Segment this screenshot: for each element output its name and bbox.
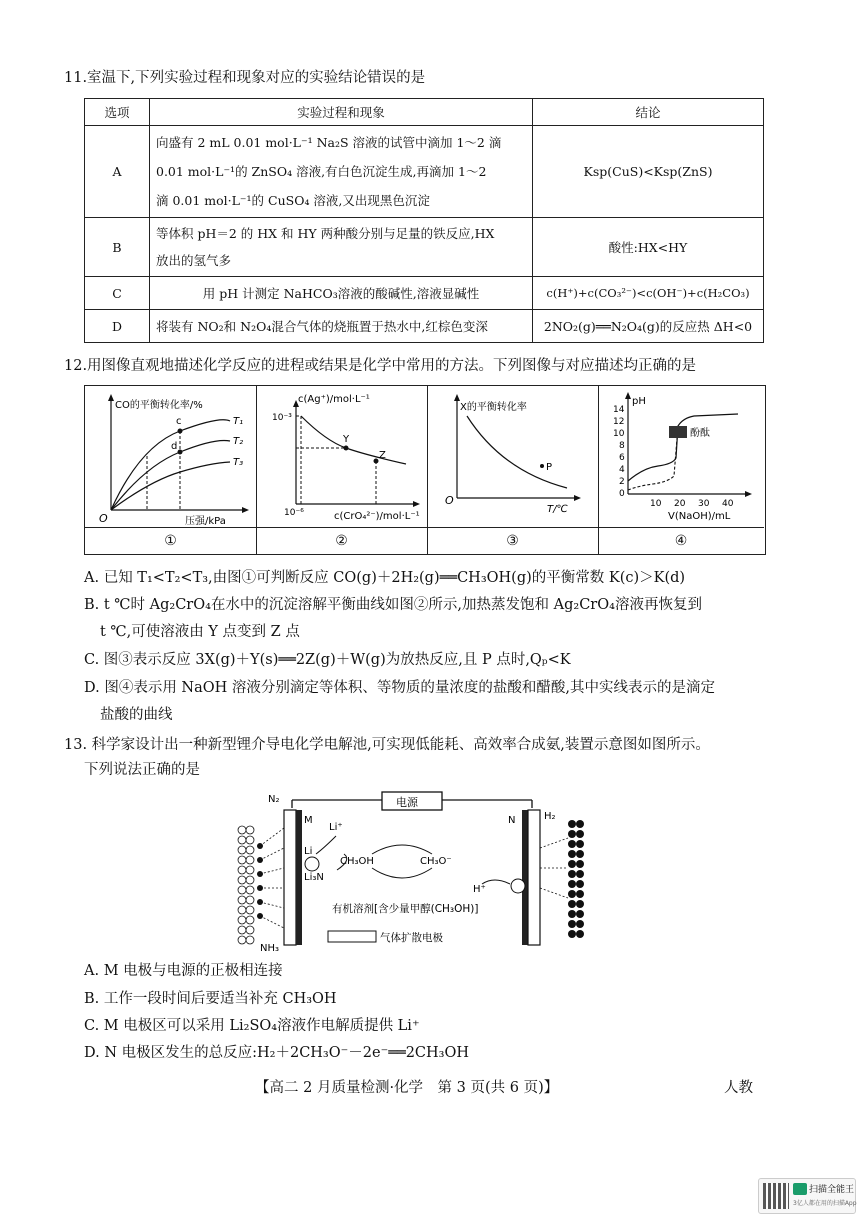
table-header: 结论 [533,99,764,126]
graph-3-xlabel: T/℃ [547,504,568,515]
label-li-plus: Li⁺ [329,822,343,833]
conclusion-cell: 2NO₂(g)══N₂O₄(g)的反应热 ΔH<0 [533,310,764,343]
graph-label: ② [256,527,428,554]
label-h-plus: H⁺ [473,884,486,895]
graph-1 [85,386,257,527]
graph-4 [598,386,764,527]
label-li: Li [304,846,313,857]
label-nh3: NH₃ [260,943,280,954]
graph-2-xlabel: c(CrO₄²⁻)/mol·L⁻¹ [334,511,420,522]
electrolysis-cell-diagram [232,788,622,958]
series-label: T₃ [233,457,244,468]
graph-2-ylabel: c(Ag⁺)/mol·L⁻¹ [298,394,370,405]
electrode-n [528,810,540,945]
label-electrode: 气体扩散电极 [380,932,443,944]
table-header: 实验过程和现象 [150,99,533,126]
table-row [85,310,764,343]
label-solvent: 有机溶剂[含少量甲醇(CH₃OH)] [332,903,479,915]
graph-1-origin: O [99,512,108,525]
x-tick: 30 [698,499,710,509]
x-tick: 20 [674,499,686,509]
x-tick: 10 [650,499,662,509]
process-line: 向盛有 2 mL 0.01 mol·L⁻¹ Na₂S 溶液的试管中滴加 1～2 滴 [156,135,502,150]
graph-3-svg [427,386,598,527]
label-ch3o-minus: CH₃O⁻ [420,856,452,867]
electrode-m [284,810,296,945]
conclusion-cell: 酸性:HX<HY [533,218,764,277]
series-label: T₁ [233,416,244,427]
label-m: M [304,815,313,826]
label-li3n: Li₃N [304,872,324,883]
y-tick: 12 [613,417,625,427]
q12-option-c: C. 图③表示反应 3X(g)＋Y(s)══2Z(g)＋W(g)为放热反应,且 P 点时,Qₚ<K [84,652,571,668]
process-line: 滴 0.01 mol·L⁻¹的 CuSO₄ 溶液,又出现黑色沉淀 [156,193,430,208]
table-header: 选项 [85,99,150,126]
graph-3 [427,386,599,527]
y-tick: 2 [619,477,625,487]
q11-table [84,98,764,343]
indicator-label: 酚酞 [690,428,710,439]
q12-option-b-cont: t ℃,可使溶液由 Y 点变到 Z 点 [100,624,300,640]
y-tick: 10 [613,429,625,439]
point-label: Z [379,450,386,461]
q11-stem: 11.室温下,下列实验过程和现象对应的实验结论错误的是 [64,70,426,86]
q13-stem-cont: 下列说法正确的是 [84,762,200,778]
y-tick: 6 [619,453,625,463]
graph-2-ytick: 10⁻³ [272,413,292,423]
graph-1-ylabel: CO的平衡转化率/% [115,400,203,411]
point-label: c [176,416,182,427]
option-cell: A [85,126,150,218]
process-line: 用 pH 计测定 NaHCO₃溶液的酸碱性,溶液显碱性 [150,277,533,310]
graph-4-xlabel: V(NaOH)/mL [668,511,731,522]
right-catalyst-atoms [568,820,584,938]
process-line: 0.01 mol·L⁻¹的 ZnSO₄ 溶液,有白色沉淀生成,再滴加 1～2 [156,164,487,179]
conclusion-cell: c(H⁺)+c(CO₃²⁻)<c(OH⁻)+c(H₂CO₃) [533,277,764,310]
scanner-sub: 3亿人都在用的扫描App [793,1200,857,1207]
y-tick: 8 [619,441,625,451]
graph-2-xtick: 10⁻⁶ [284,508,304,518]
q12-option-d: D. 图④表示用 NaOH 溶液分别滴定等体积、等物质的量浓度的盐酸和醋酸,其中实线表示的是滴定 [84,680,716,696]
graph-1-xlabel: 压强/kPa [185,516,226,527]
process-line: 放出的氢气多 [156,253,232,268]
left-catalyst-atoms [238,826,254,944]
option-cell: D [85,310,150,343]
q12-option-b: B. t ℃时 Ag₂CrO₄在水中的沉淀溶解平衡曲线如图②所示,加热蒸发饱和 Ag₂CrO₄溶液再恢复到 [84,597,702,613]
point-label: Y [343,434,350,445]
graph-1-svg [85,386,256,527]
label-n: N [508,815,516,826]
q12-graph-panel [84,385,766,555]
label-h2: H₂ [544,811,556,822]
q13-stem: 13. 科学家设计出一种新型锂介导电化学电解池,可实现低能耗、高效率合成氨,装置示意图如图所示。 [64,737,710,753]
footer-edition: 人教 [724,1080,753,1096]
power-label: 电源 [396,796,418,809]
graph-3-origin: O [445,494,454,507]
y-tick: 0 [619,489,625,499]
scanner-logo-icon [793,1183,807,1195]
x-tick: 40 [722,499,734,509]
point-label: d [171,441,178,452]
series-label: T₂ [233,436,244,447]
y-tick: 14 [613,405,625,415]
table-row [85,218,764,277]
conclusion-cell: Ksp(CuS)<Ksp(ZnS) [533,126,764,218]
graph-label: ④ [598,527,764,554]
page-footer: 【高二 2 月质量检测·化学 第 3 页(共 6 页)】 [255,1080,559,1096]
q13-option-d: D. N 电极区发生的总反应:H₂＋2CH₃O⁻－2e⁻══2CH₃OH [84,1045,470,1061]
label-n2: N₂ [268,794,280,805]
graph-2-svg [256,386,427,527]
q12-stem: 12.用图像直观地描述化学反应的进程或结果是化学中常用的方法。下列图像与对应描述均正确的是 [64,358,697,374]
graph-4-svg [598,386,764,527]
q12-option-a: A. 已知 T₁<T₂<T₃,由图①可判断反应 CO(g)＋2H₂(g)══CH₃OH(g)的平衡常数 K(c)＞K(d) [84,570,686,586]
table-header-row [85,99,764,126]
graph-3-ylabel: X的平衡转化率 [460,402,527,413]
scanner-badge [758,1178,856,1214]
option-cell: B [85,218,150,277]
graph-label: ① [85,527,257,554]
q12-option-d-cont: 盐酸的曲线 [100,707,173,723]
process-line: 将装有 NO₂和 N₂O₄混合气体的烧瓶置于热水中,红棕色变深 [150,310,533,343]
label-ch3oh: CH₃OH [340,856,374,867]
y-tick: 4 [619,465,625,475]
graph-2 [256,386,428,527]
option-cell: C [85,277,150,310]
graph-label: ③ [427,527,599,554]
process-line: 等体积 pH＝2 的 HX 和 HY 两种酸分别与足量的铁反应,HX [156,226,495,241]
qr-code-icon [763,1183,789,1209]
q13-option-b: B. 工作一段时间后要适当补充 CH₃OH [84,991,337,1007]
graph-4-ylabel: pH [632,396,646,407]
scanner-name: 扫描全能王 [809,1185,855,1195]
table-row [85,126,764,218]
table-row [85,277,764,310]
point-label: P [546,462,553,473]
q13-option-a: A. M 电极与电源的正极相连接 [84,963,283,979]
electrode-legend-box [328,931,376,942]
q13-option-c: C. M 电极区可以采用 Li₂SO₄溶液作电解质提供 Li⁺ [84,1018,420,1034]
